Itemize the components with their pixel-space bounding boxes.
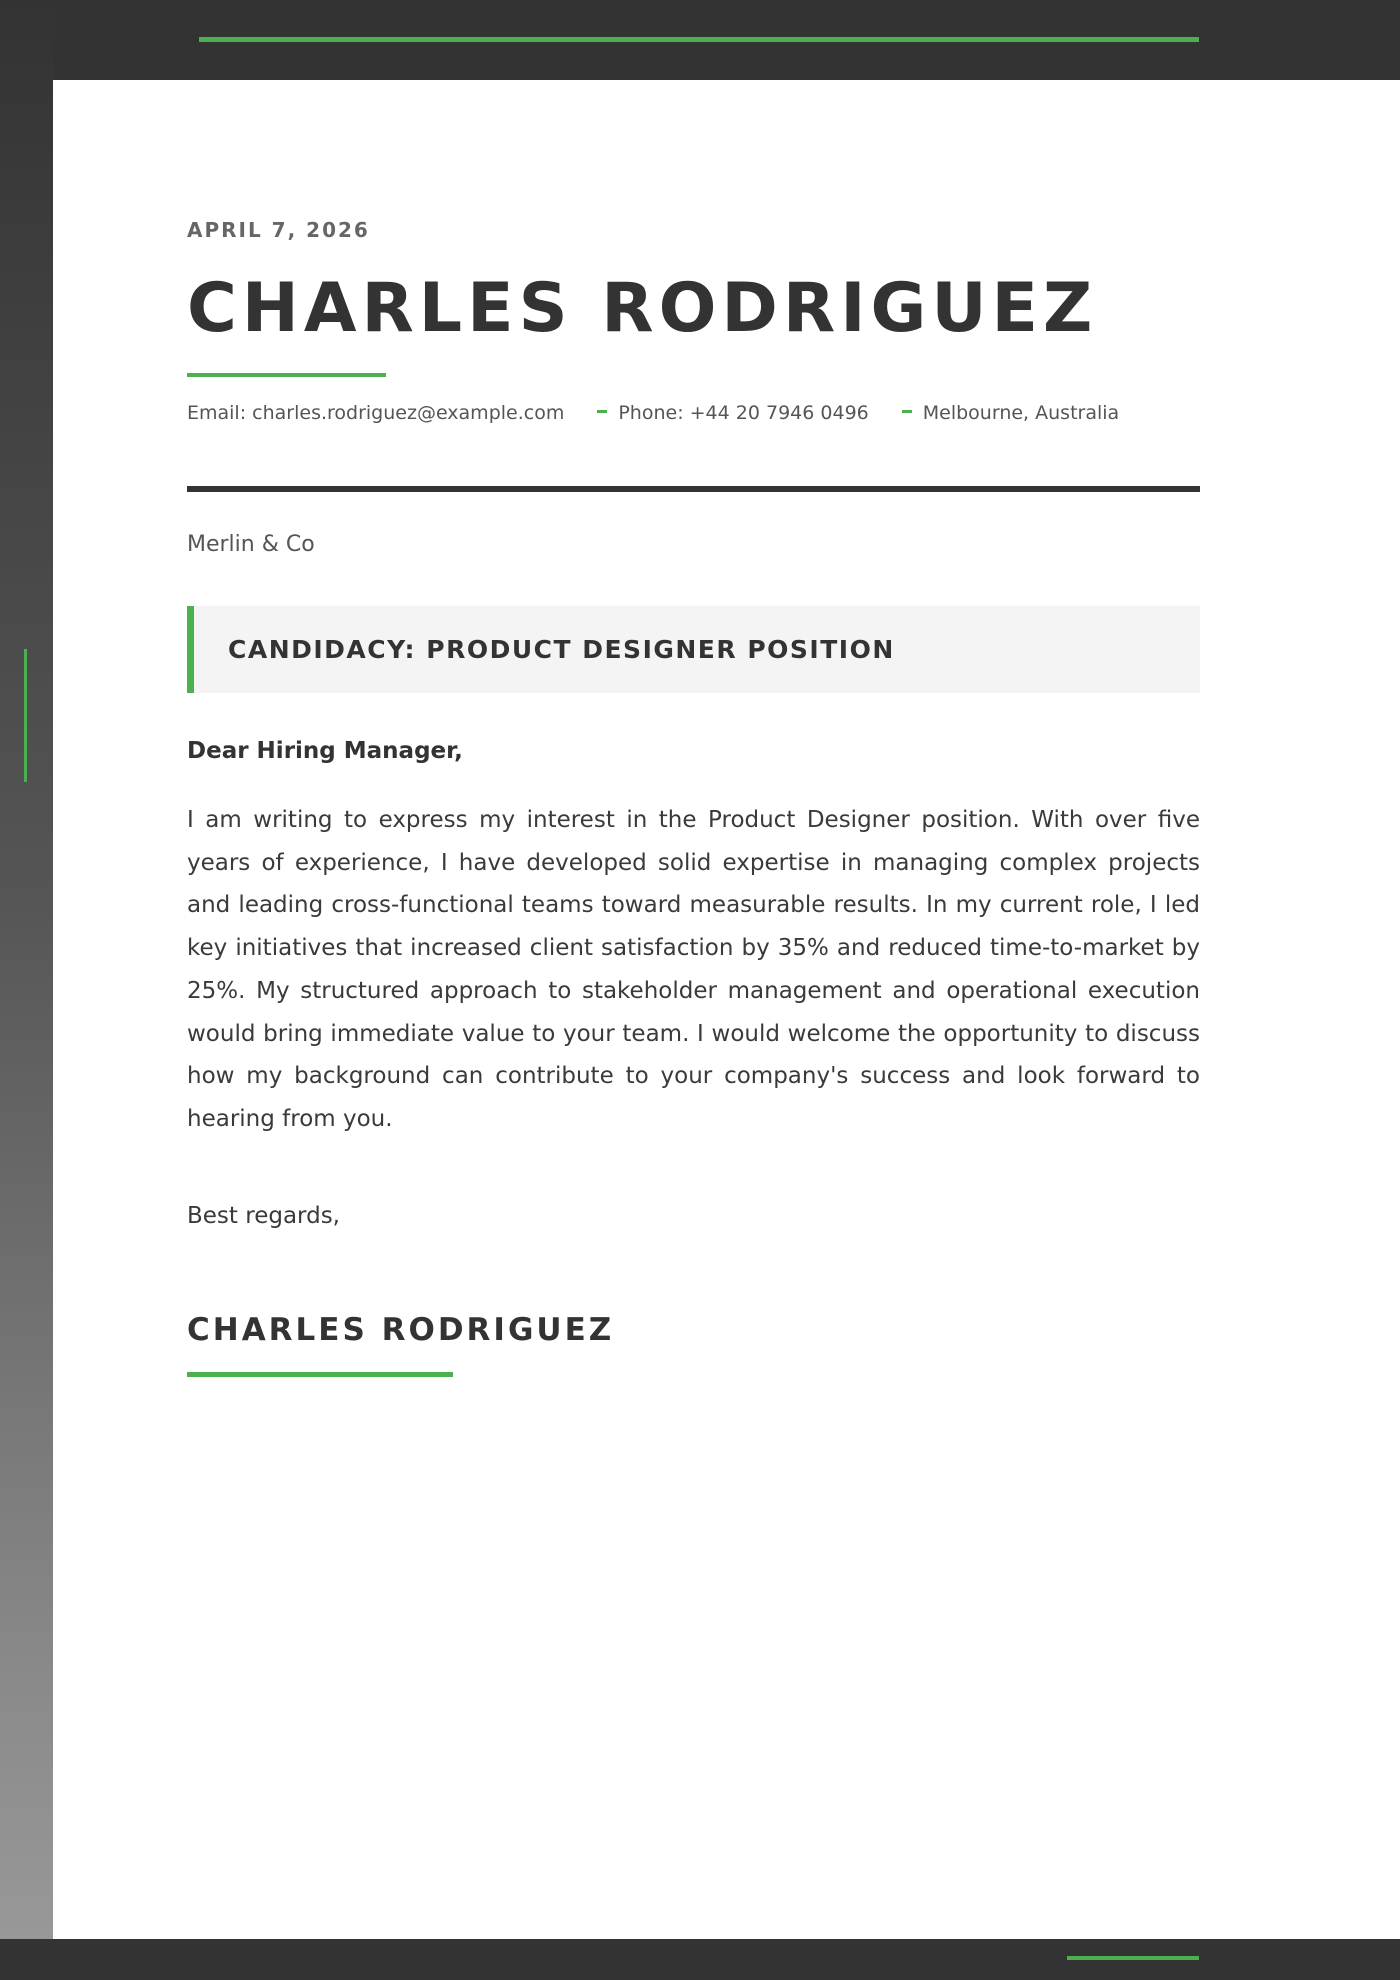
letter-body: I am writing to express my interest in the Product Designer position. With over five years of experience, I have developed solid expertise in managing complex projects and leading cross-functional teams toward measurable results. In my current role, I led key initiatives that increased client satisfaction by 35% and reduced time-to-market by 25%. My structured approach to stakeholder management and operational execution would bring immediate value to your team. I would welcome the opportunity to discuss how my background can contribute to your company's success and look forward to hearing from you. <box>187 807 1200 1132</box>
top-accent-line <box>199 37 1199 42</box>
subject-line: CANDIDACY: PRODUCT DESIGNER POSITION <box>228 635 895 664</box>
left-accent-line <box>24 649 27 782</box>
contact-location: Melbourne, Australia <box>922 402 1120 424</box>
header-divider <box>187 486 1200 492</box>
name-underline <box>187 373 386 377</box>
subject-box <box>187 606 1200 693</box>
salutation: Dear Hiring Manager, <box>187 738 463 764</box>
contact-email: Email: charles.rodriguez@example.com <box>187 402 565 424</box>
left-sidebar-band <box>0 0 53 1980</box>
sender-name: CHARLES RODRIGUEZ <box>187 269 1098 348</box>
recipient-company: Merlin & Co <box>187 532 315 557</box>
contact-separator <box>902 410 912 413</box>
contact-phone: Phone: +44 20 7946 0496 <box>618 402 869 424</box>
contact-separator <box>597 410 607 413</box>
letter-date: APRIL 7, 2026 <box>187 218 370 242</box>
bottom-accent-line <box>1067 1956 1199 1960</box>
contact-info <box>187 402 1200 424</box>
signature-underline <box>187 1372 453 1377</box>
signature-name: CHARLES RODRIGUEZ <box>187 1312 615 1348</box>
closing: Best regards, <box>187 1203 340 1229</box>
letter-page <box>53 80 1400 1939</box>
